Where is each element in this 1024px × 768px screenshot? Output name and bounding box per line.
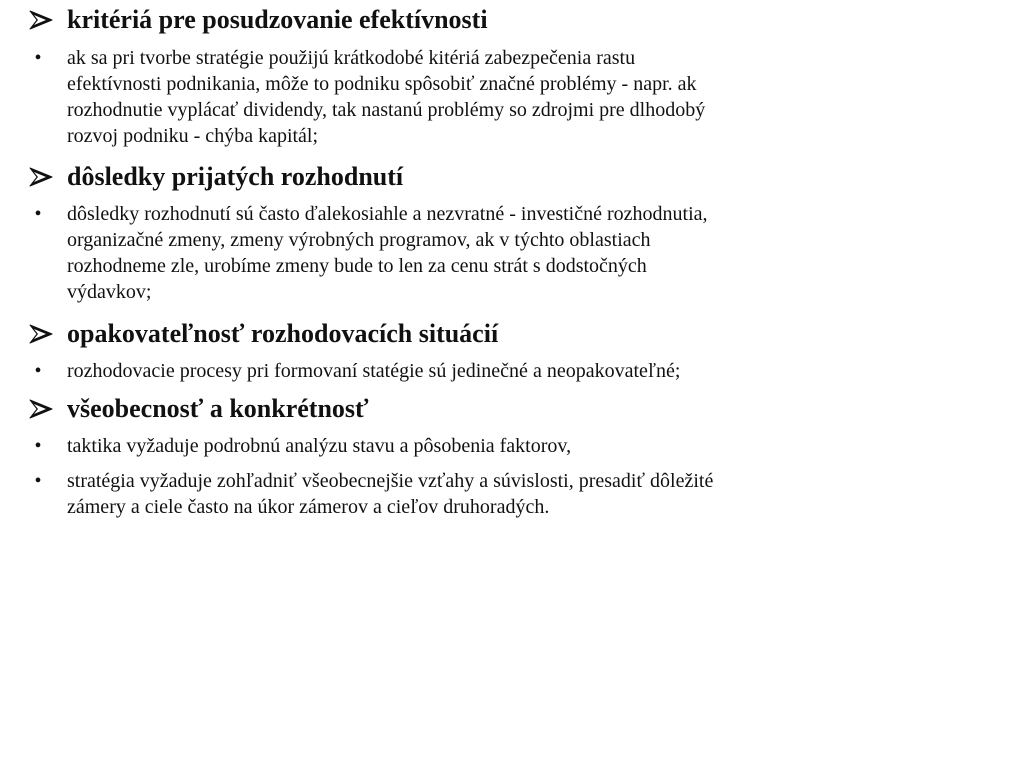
list-item-text: [67, 433, 967, 459]
section-heading-text: všeobecnosť a konkrétnosť: [67, 394, 369, 423]
list-item-line: taktika vyžaduje podrobnú analýzu stavu a pôsobenia faktorov,: [67, 435, 572, 457]
bullet-dot-icon: •: [34, 203, 42, 225]
list-item-line: zámery a ciele často na úkor zámerov a cieľov druhoradých.: [67, 496, 550, 518]
arrow-bullet-icon: [28, 162, 54, 192]
list-item-line: rozhodnutie vyplácať dividendy, tak nastanú problémy so zdrojmi pre dlhodobý: [67, 99, 706, 121]
list-item-line: dôsledky rozhodnutí sú často ďalekosiahle a nezvratné - investičné rozhodnutia,: [67, 203, 708, 225]
bullet-dot-icon: •: [34, 470, 42, 492]
bullet-dot-icon: •: [34, 360, 42, 382]
list-item-line: organizačné zmeny, zmeny výrobných programov, ak v týchto oblastiach: [67, 229, 651, 251]
arrow-bullet-icon: [28, 394, 54, 424]
list-item-line: rozhodneme zle, urobíme zmeny bude to len za cenu strát s dodstočných: [67, 255, 647, 277]
list-item-line: ak sa pri tvorbe stratégie použijú krátkodobé kitériá zabezpečenia rastu: [67, 47, 636, 69]
arrow-bullet-icon: [28, 319, 54, 349]
arrow-bullet-icon: [28, 5, 54, 35]
list-item-line: výdavkov;: [67, 281, 152, 303]
section-heading-text: opakovateľnosť rozhodovacích situácií: [67, 319, 499, 348]
list-item-line: rozvoj podniku - chýba kapitál;: [67, 125, 319, 147]
list-item-line: rozhodovacie procesy pri formovaní statégie sú jedinečné a neopakovateľné;: [67, 360, 681, 382]
list-item-text: [67, 45, 967, 149]
list-item-line: stratégia vyžaduje zohľadniť všeobecnejšie vzťahy a súvislosti, presadiť dôležité: [67, 470, 714, 492]
list-item-line: efektívnosti podnikania, môže to podniku spôsobiť značné problémy - napr. ak: [67, 73, 697, 95]
list-item-text: [67, 201, 967, 305]
section-heading-text: kritériá pre posudzovanie efektívnosti: [67, 5, 488, 34]
list-item-text: [67, 468, 967, 520]
list-item-text: [67, 358, 967, 384]
section-heading-text: dôsledky prijatých rozhodnutí: [67, 162, 404, 191]
bullet-dot-icon: •: [34, 47, 42, 69]
bullet-dot-icon: •: [34, 435, 42, 457]
